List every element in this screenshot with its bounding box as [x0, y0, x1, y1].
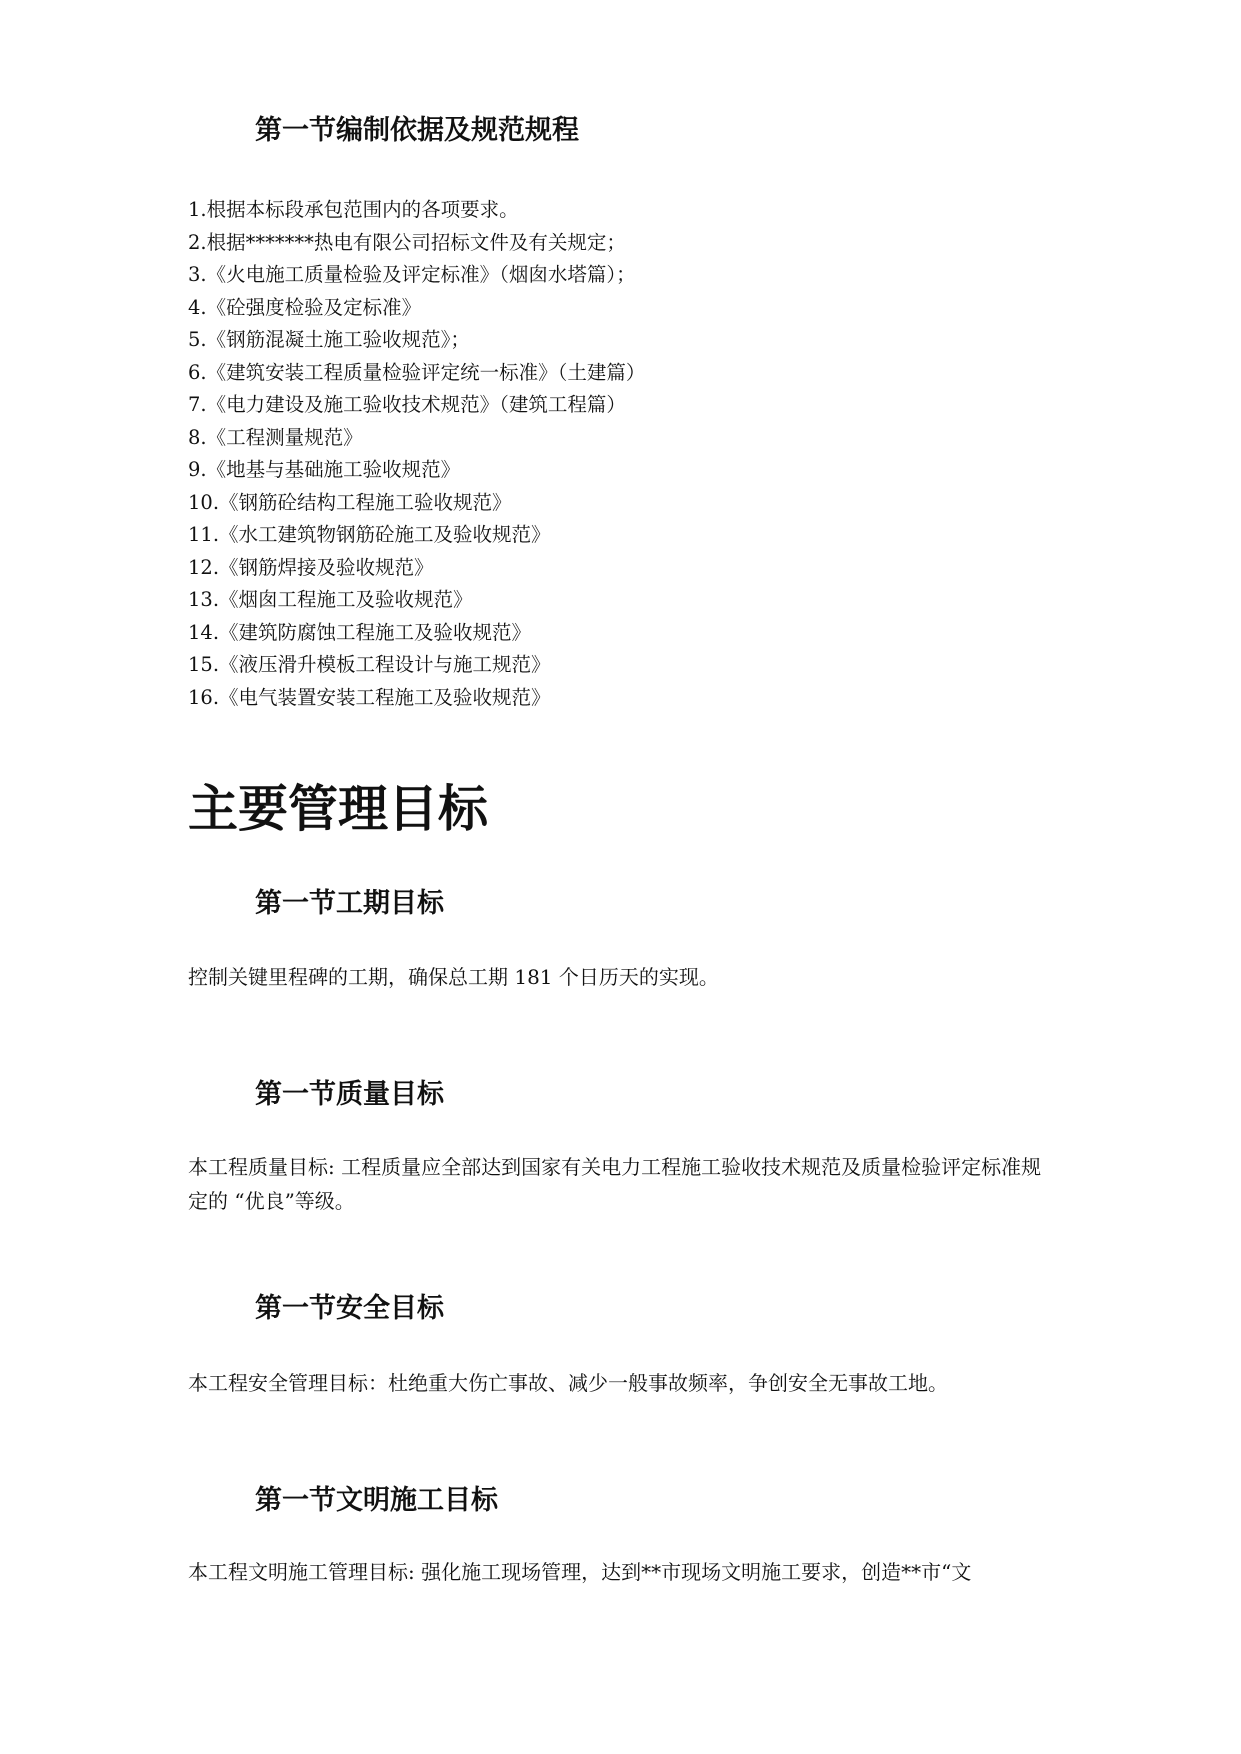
- section-title-quality-goal: 第一节质量目标: [255, 1079, 444, 1110]
- list-item: 5.《钢筋混凝土施工验收规范》；: [188, 328, 470, 351]
- list-item: 13.《烟囱工程施工及验收规范》: [188, 588, 473, 611]
- schedule-goal-text: 控制关键里程碑的工期，确保总工期 181 个日历天的实现。: [188, 965, 719, 989]
- section-title-schedule-goal: 第一节工期目标: [255, 888, 444, 919]
- list-item: 9.《地基与基础施工验收规范》: [188, 458, 461, 481]
- list-item: 1.根据本标段承包范围内的各项要求。: [188, 198, 519, 221]
- list-item: 11.《水工建筑物钢筋砼施工及验收规范》: [188, 523, 551, 546]
- list-item: 14.《建筑防腐蚀工程施工及验收规范》: [188, 620, 532, 644]
- civilized-construction-goal-text: 本工程文明施工管理目标: 强化施工现场管理，达到**市现场文明施工要求，创造**市“文: [188, 1560, 972, 1584]
- reference-list: [188, 194, 645, 714]
- list-item: 3.《火电施工质量检验及评定标准》（烟囱水塔篇）；: [188, 263, 636, 286]
- list-item: 10.《钢筋砼结构工程施工验收规范》: [188, 490, 512, 514]
- section-title-civilized-construction-goal: 第一节文明施工目标: [255, 1485, 498, 1516]
- list-item: 12.《钢筋焊接及验收规范》: [188, 555, 434, 579]
- chapter-title-management-goals: 主要管理目标: [188, 780, 488, 838]
- quality-goal-text: 本工程质量目标: 工程质量应全部达到国家有关电力工程施工验收技术规范及质量检验评定标准规定的 “优良”等级。: [188, 1155, 1042, 1213]
- list-item: 15.《液压滑升模板工程设计与施工规范》: [188, 653, 551, 676]
- list-item: 7.《电力建设及施工验收技术规范》（建筑工程篇）: [188, 393, 626, 416]
- list-item: 4.《砼强度检验及定标准》: [188, 295, 422, 319]
- list-item: 16.《电气装置安装工程施工及验收规范》: [188, 685, 551, 709]
- list-item: 2.根据*******热电有限公司招标文件及有关规定；: [188, 230, 626, 254]
- safety-goal-text: 本工程安全管理目标：杜绝重大伤亡事故、减少一般事故频率，争创安全无事故工地。: [188, 1371, 948, 1395]
- list-item: 8.《工程测量规范》: [188, 425, 363, 449]
- section-title-compilation-basis: 第一节编制依据及规范规程: [255, 115, 579, 146]
- list-item: 6.《建筑安装工程质量检验评定统一标准》（土建篇）: [188, 360, 646, 384]
- section-title-safety-goal: 第一节安全目标: [255, 1293, 444, 1324]
